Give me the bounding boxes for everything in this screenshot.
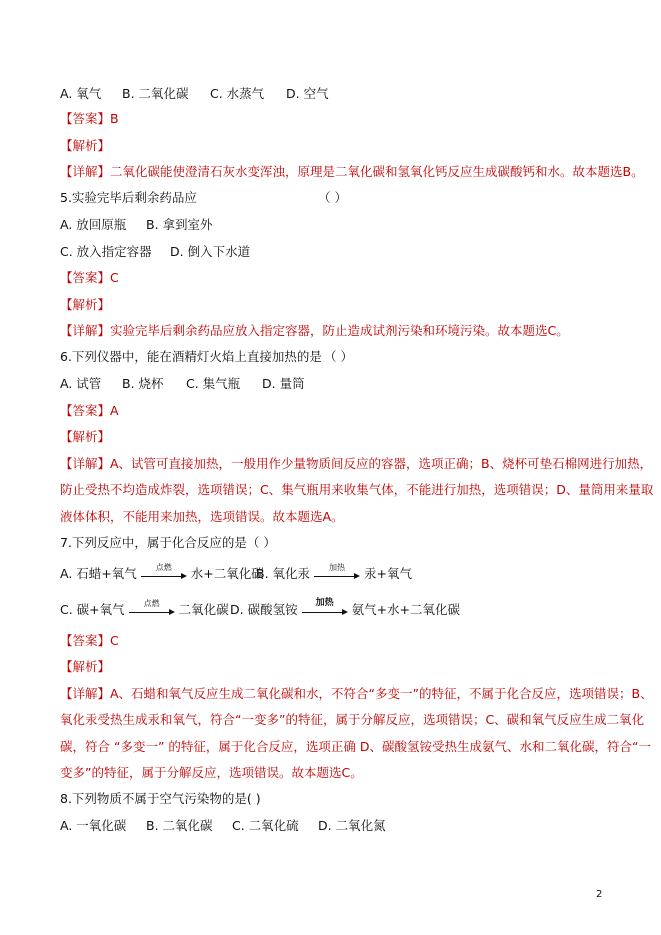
q7-option-d xyxy=(230,597,461,619)
q7-option-a xyxy=(60,562,264,583)
q7-option-d-label: D. 碳酸氢铵 xyxy=(230,602,298,617)
q7-option-d-condition: 加热 xyxy=(315,597,334,608)
q5-stem: 5.实验完毕后剩余药品应 xyxy=(60,190,197,205)
q6-stem-line xyxy=(60,348,353,366)
q5-option-c: C. 放入指定容器 xyxy=(60,244,152,259)
q7-option-c-label: C. 碳+氧气 xyxy=(60,602,125,617)
q6-detail-line1: 【详解】A、试管可直接加热，一般用作少量物质间反应的容器，选项正确；B、烧杯可垫石棉网进行加热， xyxy=(60,456,653,471)
q7-stem: 7.下列反应中，属于化合反应的是（ ） xyxy=(60,535,276,550)
q5-answer: 【答案】C xyxy=(60,270,119,285)
q8-stem: 8.下列物质不属于空气污染物的是( ) xyxy=(60,791,261,806)
q7-option-c-arrow xyxy=(129,598,175,617)
q4-option-b: B. 二氧化碳 xyxy=(122,86,189,101)
q4-option-a: A. 氧气 xyxy=(60,86,102,101)
q7-option-c-condition: 点燃 xyxy=(143,598,160,608)
q6-detail-line2: 防止受热不均造成炸裂，选项错误；C、集气瓶用来收集气体，不能进行加热，选项错误；D、量筒用来量取 xyxy=(60,482,654,497)
q7-option-b-arrow xyxy=(314,562,360,581)
q7-option-c xyxy=(60,598,229,619)
q7-detail-line1: 【详解】A、石蜡和氧气反应生成二氧化碳和水，不符合“多变一”的特征，不属于化合反应，选项错误；B、 xyxy=(60,686,653,701)
q5-option-d: D. 倒入下水道 xyxy=(170,244,251,259)
q7-detail-line2: 氧化汞受热生成汞和氧气，符合“一变多”的特征，属于分解反应，选项错误；C、碳和氧气反应生成二氧化 xyxy=(60,712,645,727)
q6-stem: 6.下列仪器中，能在酒精灯火焰上直接加热的是 xyxy=(60,349,322,364)
q5-analysis: 【解析】 xyxy=(60,297,111,312)
q4-analysis: 【解析】 xyxy=(60,138,111,153)
q7-option-a-label: A. 石蜡+氧气 xyxy=(60,566,137,581)
q6-option-d: D. 量筒 xyxy=(262,376,305,391)
q7-option-b-products: 汞+氧气 xyxy=(364,566,413,581)
q4-answer: 【答案】B xyxy=(60,111,119,126)
q6-option-a: A. 试管 xyxy=(60,376,102,391)
q5-option-b: B. 拿到室外 xyxy=(146,217,213,232)
q8-option-c: C. 二氧化硫 xyxy=(232,818,299,833)
q6-paren: （ ） xyxy=(324,349,353,364)
q8-option-b: B. 二氧化碳 xyxy=(146,818,213,833)
q7-option-a-products: 水+二氧化碳 xyxy=(190,566,264,581)
q7-analysis: 【解析】 xyxy=(60,659,111,674)
q5-detail: 【详解】实验完毕后剩余药品应放入指定容器，防止造成试剂污染和环境污染。故本题选C。 xyxy=(60,323,569,338)
q8-option-a: A. 一氧化碳 xyxy=(60,818,127,833)
q5-stem-line xyxy=(60,189,347,207)
q7-option-a-arrow xyxy=(141,562,187,581)
q6-detail-line3: 液体体积，不能用来加热，选项错误。故本题选A。 xyxy=(60,509,344,524)
q7-option-d-products: 氨气+水+二氧化碳 xyxy=(351,602,461,617)
q6-analysis: 【解析】 xyxy=(60,429,111,444)
q7-option-b-label: B. 氧化汞 xyxy=(256,566,311,581)
q5-option-a: A. 放回原瓶 xyxy=(60,217,127,232)
q7-answer: 【答案】C xyxy=(60,633,119,648)
q7-option-b-condition: 加热 xyxy=(329,562,346,572)
q6-answer: 【答案】A xyxy=(60,403,119,418)
q7-option-d-arrow xyxy=(302,597,348,617)
q4-option-c: C. 水蒸气 xyxy=(210,86,265,101)
q4-option-d: D. 空气 xyxy=(286,86,329,101)
q7-detail-line4: 变多”的特征，属于分解反应，选项错误。故本题选C。 xyxy=(60,765,363,780)
q8-option-d: D. 二氧化氮 xyxy=(318,818,386,833)
q7-detail-line3: 碳，符合 “多变一” 的特征，属于化合反应，选项正确 D、碳酸氢铵受热生成氨气、水和二氧化碳，符合“一 xyxy=(60,739,651,754)
q6-option-b: B. 烧杯 xyxy=(122,376,164,391)
q7-option-b xyxy=(256,562,413,583)
q6-option-c: C. 集气瓶 xyxy=(186,376,241,391)
q4-detail: 【详解】二氧化碳能使澄清石灰水变浑浊，原理是二氧化碳和氢氧化钙反应生成碳酸钙和水。故本题选B。 xyxy=(60,164,644,179)
q7-option-a-condition: 点燃 xyxy=(155,562,172,572)
page-number: 2 xyxy=(596,889,603,900)
q5-paren: （ ） xyxy=(318,190,347,205)
q7-option-c-products: 二氧化碳 xyxy=(178,602,229,617)
